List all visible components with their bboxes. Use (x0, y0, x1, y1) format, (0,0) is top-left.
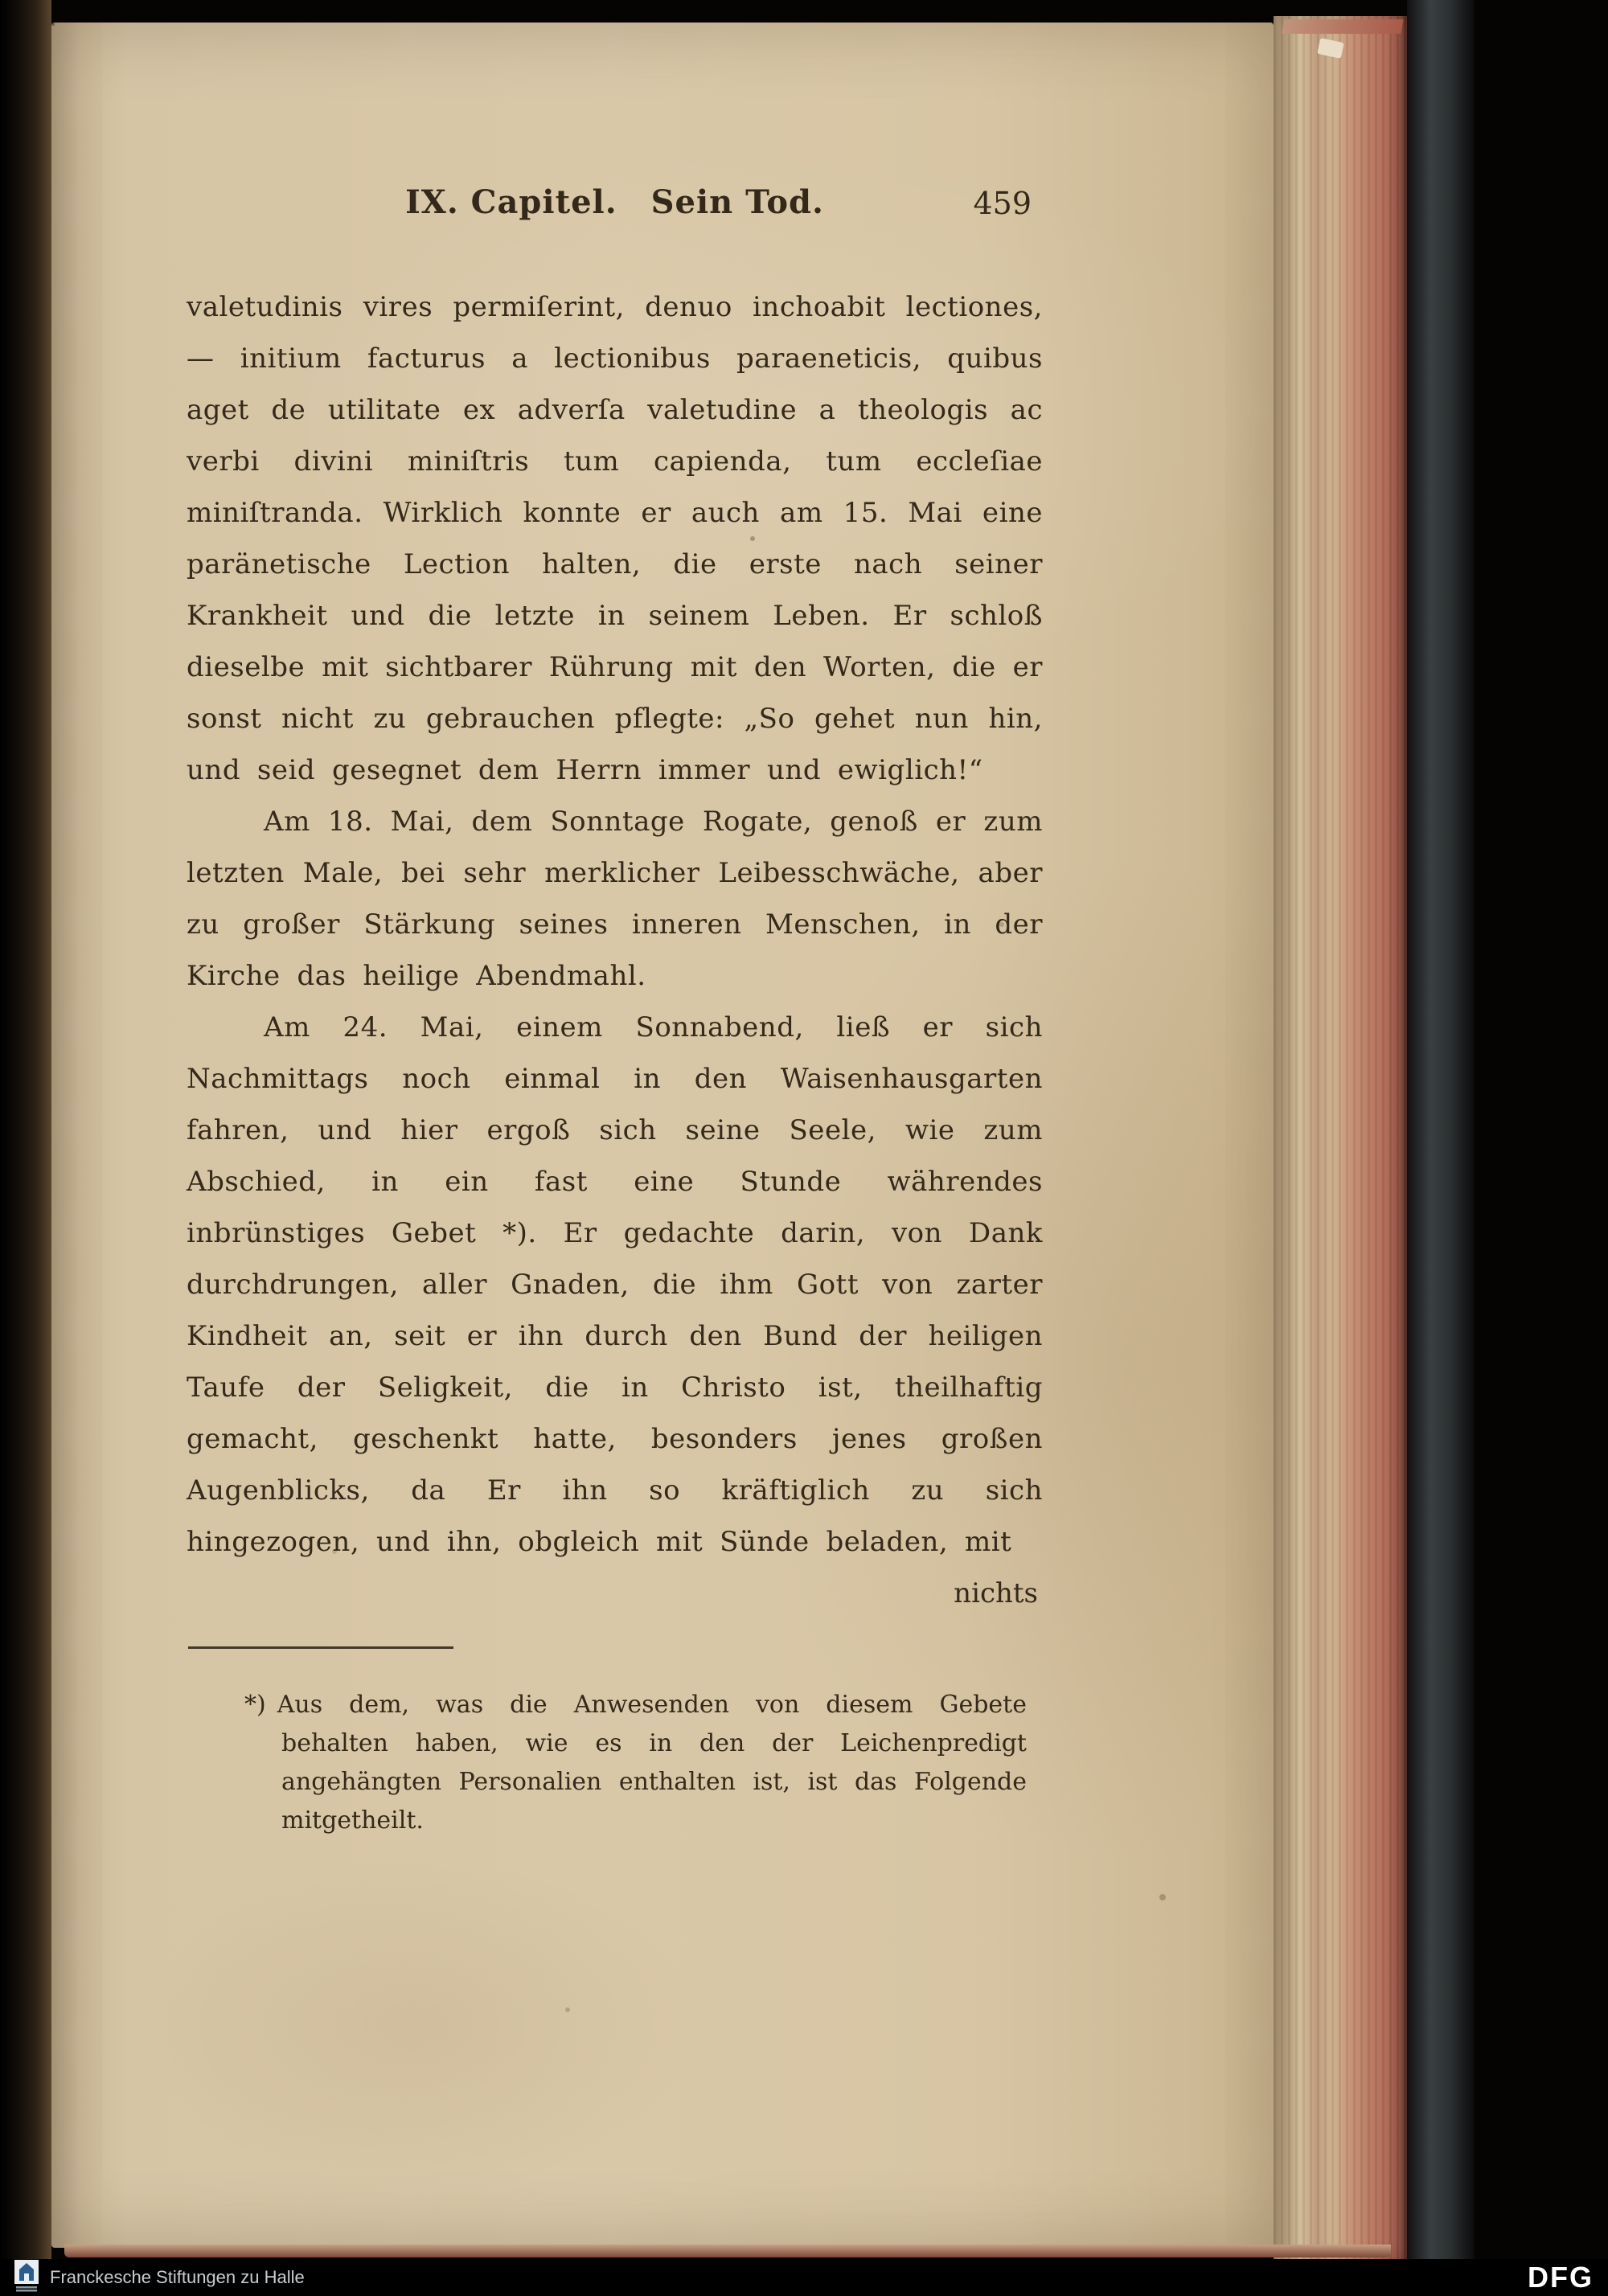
body-text (187, 281, 1043, 1568)
body-paragraph: Am 24. Mai, einem Sonnabend, ließ er sich Nachmittags noch einmal in den Waisenhausgarten fahren, und hier ergoß sich seine Seele, wie zum Abschied, in ein fast eine Stunde währendes inbrünstiges Gebet *). Er gedachte darin, von Dank durchdrungen, aller Gnaden, die ihm Gott von zarter Kindheit an, seit er ihn durch den Bund der heiligen Taufe der Seligkeit, die in Christo ist, theilhaftig gemacht, geschenkt hatte, besonders jenes großen Augenblicks, da Er ihn so kräftiglich zu sich hingezogen, und ihn, obgleich mit Sünde beladen, mit (187, 1011, 1043, 1558)
footnote-text: Aus dem, was die Anwesenden von diesem Gebete behalten haben, wie es in den der Leichenpredigt angehängten Personalien enthalten ist, ist das Folgende mitgetheilt. (277, 1691, 1027, 1835)
page-text-column (187, 183, 1043, 1840)
body-paragraph: valetudinis vires permiſerint, denuo inchoabit lectiones, — initium facturus a lectionibus paraeneticis, quibus aget de utilitate ex adverſa valetudine a theologis ac verbi divini miniſtris tum capienda, tum eccleſiae miniſtranda. Wirklich konnte er auch am 15. Mai eine paränetische Lection halten, die erste nach seiner Krankheit und die letzte in seinem Leben. Er schloß dieselbe mit sichtbarer Rührung mit den Worten, die er sonst nicht zu gebrauchen pflegte: „So gehet nun hin, und seid gesegnet dem Herrn immer und ewiglich!“ (187, 291, 1043, 786)
book-cover-edge (1407, 0, 1475, 2296)
paper-specks (51, 23, 55, 26)
catchword: nichts (954, 1577, 1038, 1609)
chapter-label: IX. Capitel. (405, 183, 617, 221)
library-name: Franckesche Stiftungen zu Halle (50, 2267, 305, 2287)
page-edges-top (1282, 19, 1403, 34)
section-label: Sein Tod. (650, 183, 824, 221)
book-page (51, 23, 1274, 2248)
franckesche-stiftungen-logo-icon (14, 2260, 39, 2296)
page-edges-bottom (64, 2245, 1391, 2257)
dfg-logo: DFG (1528, 2261, 1594, 2294)
footnote-rule (188, 1646, 453, 1649)
body-paragraph: Am 18. Mai, dem Sonntage Rogate, genoß er zum letzten Male, bei sehr merklicher Leibesschwäche, aber zu großer Stärkung seines inneren Menschen, in der Kirche das heilige Abendmahl. (187, 806, 1043, 992)
page-header (187, 183, 1043, 228)
book-spine-edge (0, 0, 51, 2296)
footnote-marker: *) (244, 1691, 266, 1719)
footnote (187, 1686, 1043, 1840)
running-title (405, 183, 824, 221)
scan-footer-bar (0, 2259, 1608, 2296)
page-edges (1274, 16, 1407, 2261)
page-number: 459 (973, 186, 1032, 221)
footer-left (14, 2260, 305, 2296)
